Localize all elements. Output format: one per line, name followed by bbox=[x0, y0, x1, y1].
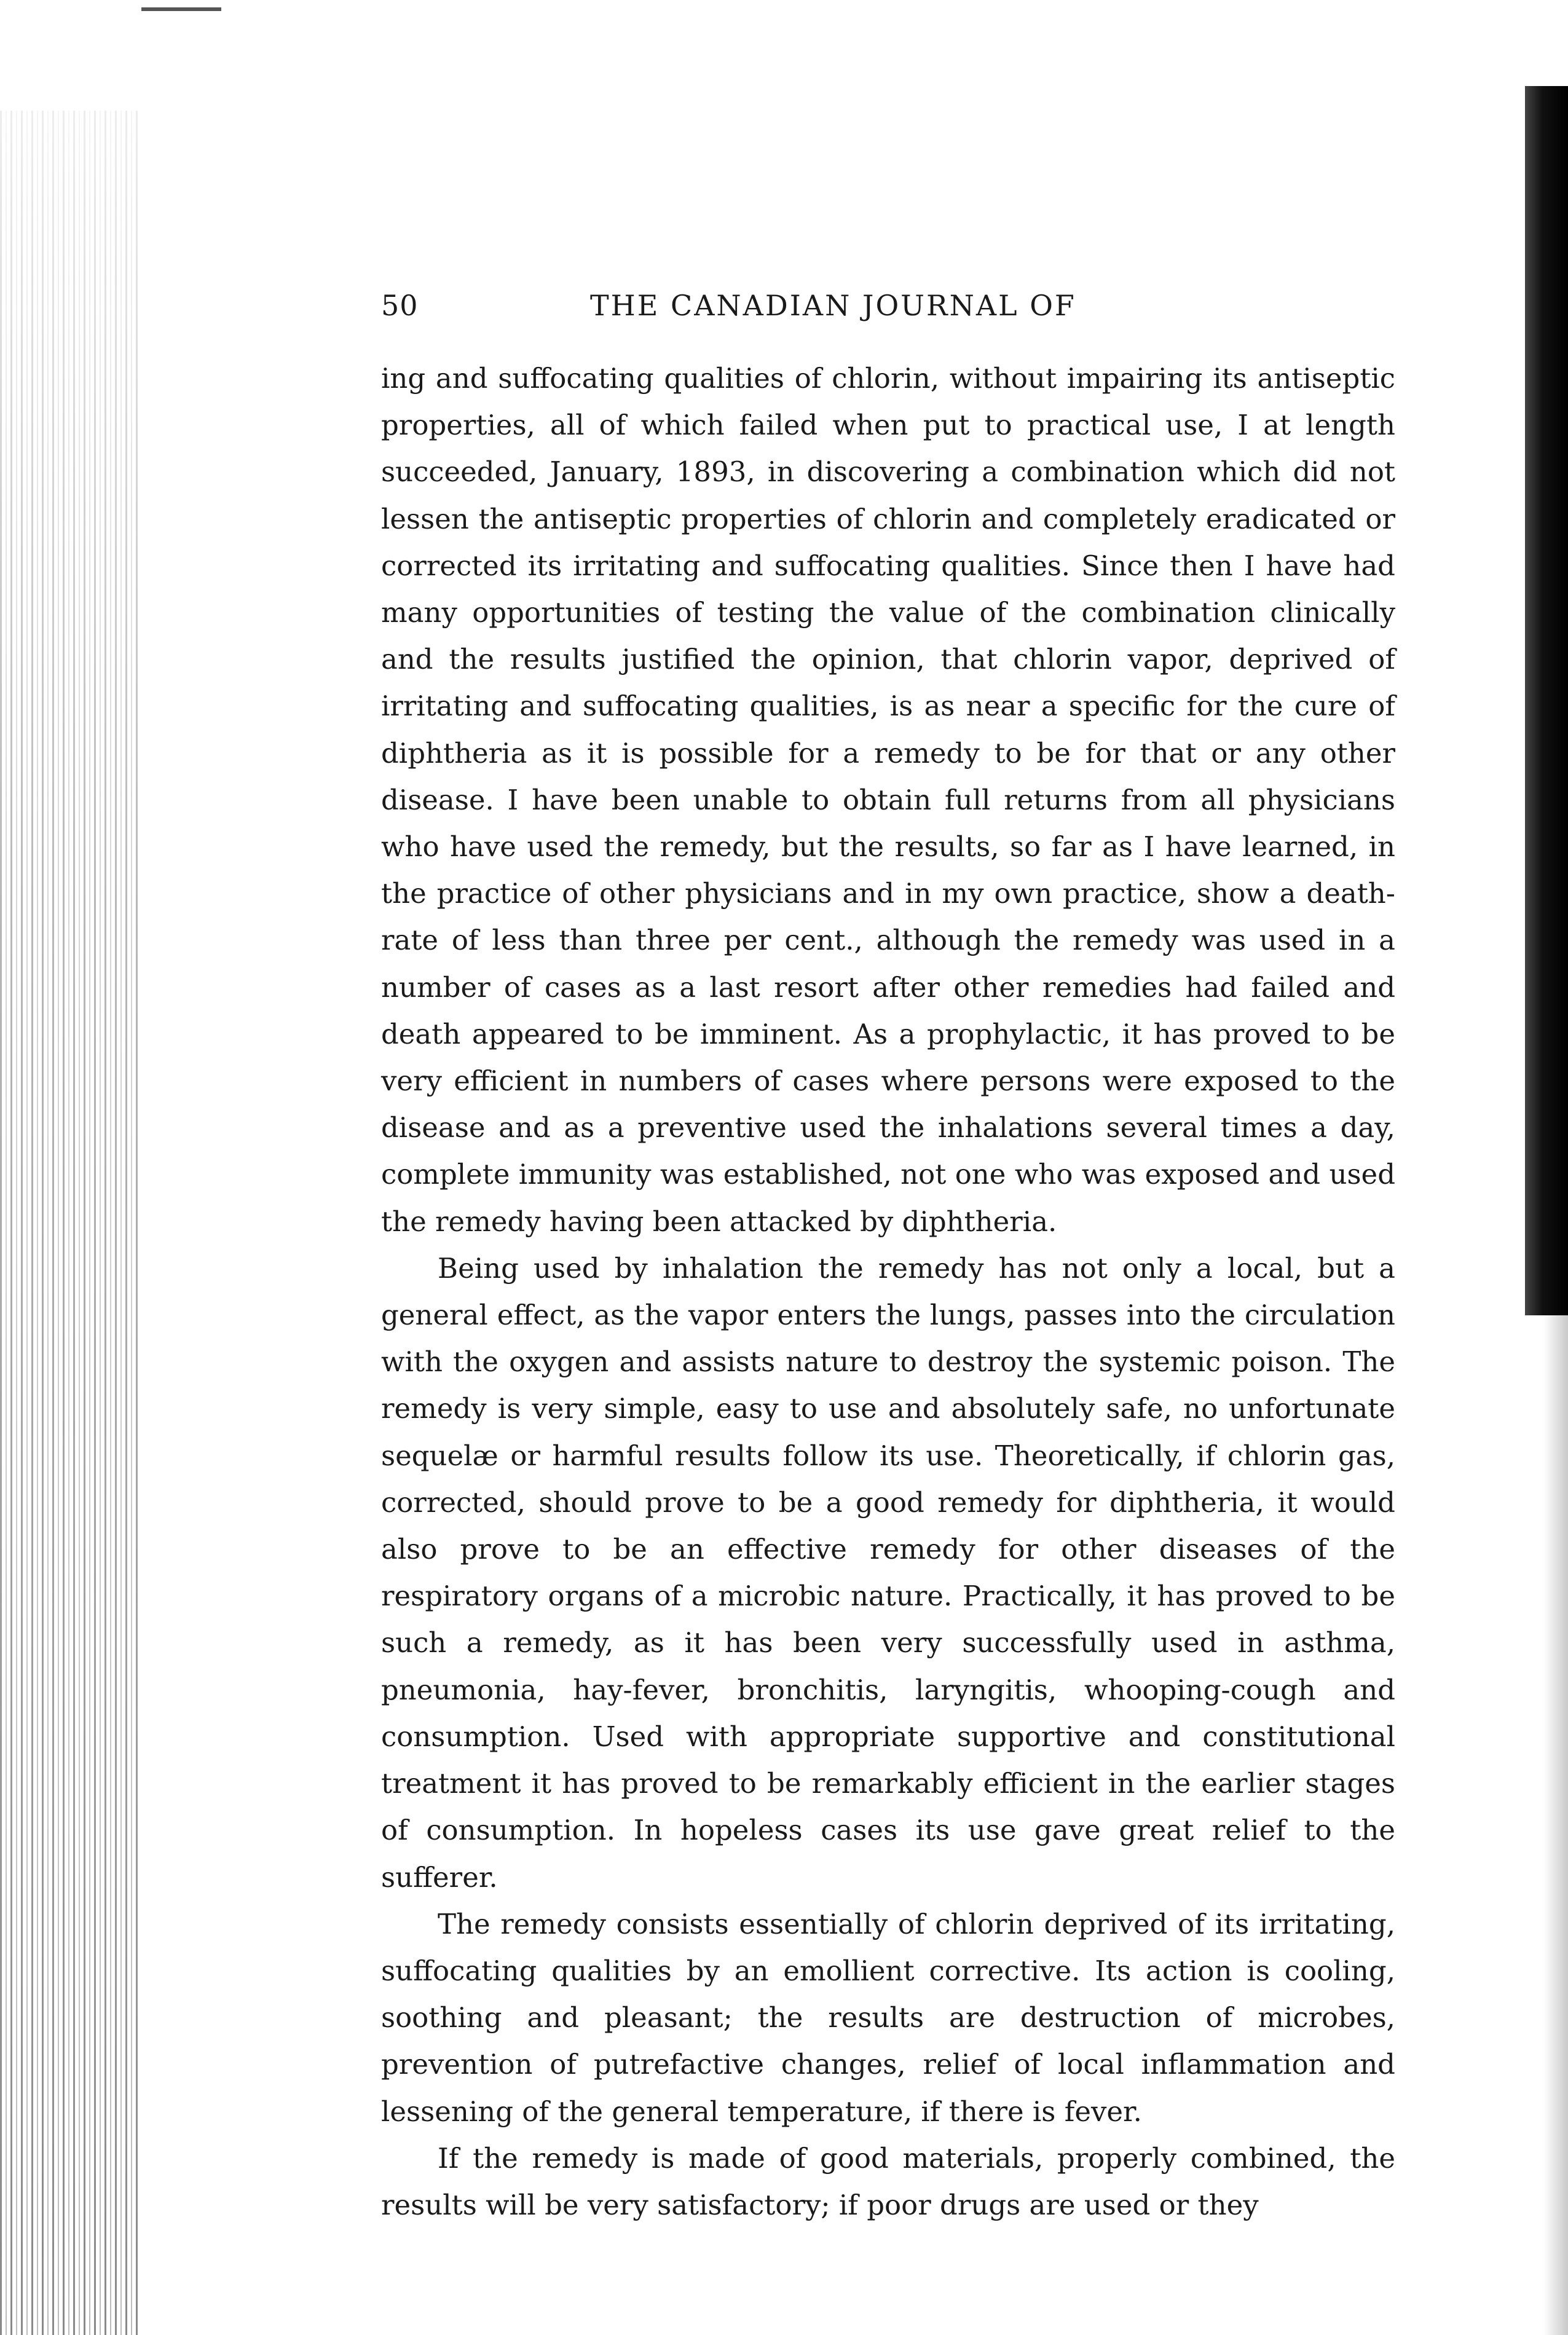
scan-right-edge-fade bbox=[1543, 1315, 1568, 2335]
paragraph-inhalation: Being used by inhalation the remedy has not only a local, but a general effect, as the vapor enters the lungs, passes into the circulation with the oxygen and assists nature to destroy the systemic poison. The remedy is very simple, easy to use and absolutely safe, no unfortunate sequelæ or harmful results follow its use. Theoretically, if chlorin gas, corrected, should prove to be a good remedy for diphtheria, it would also prove to be an effective remedy for other diseases of the respiratory organs of a microbic nature. Practically, it has proved to be such a remedy, as it has been very successfully used in asthma, pneumonia, hay-fever, bronchitis, laryngitis, whooping-cough and consumption. Used with appropriate supportive and constitutional treatment it has proved to be remarkably efficient in the earlier stages of consumption. In hopeless cases its use gave great relief to the sufferer. bbox=[381, 1251, 1395, 1894]
scan-top-mark bbox=[141, 7, 221, 11]
paragraph-materials: If the remedy is made of good materials, properly combined, the results will be very satisfactory; if poor drugs are used or they bbox=[381, 2141, 1395, 2221]
page-number: 50 bbox=[381, 289, 419, 322]
page-body bbox=[381, 289, 1395, 2229]
running-head bbox=[381, 289, 1395, 338]
paragraph-composition: The remedy consists essentially of chlorin deprived of its irritating, suffocating qualities by an emollient corrective. Its action is cooling, soothing and pleasant; the results are destruction of microbes, prevention of putrefactive changes, relief of local inflammation and lessening of the general temperature, if there is fever. bbox=[381, 1907, 1395, 2128]
binding-gutter-shadow bbox=[0, 111, 141, 2335]
scan-right-edge-shadow bbox=[1525, 86, 1568, 1315]
journal-title: THE CANADIAN JOURNAL OF bbox=[590, 289, 1076, 322]
paragraph-continuation: ing and suffocating qualities of chlorin, without impairing its antiseptic properties, all of which failed when put to practical use, I at length succeeded, January, 1893, in discovering a combination which did not lessen the antiseptic properties of chlorin and completely eradicated or corrected its irritating and suffocating qualities. Since then I have had many opportunities of testing the value of the combination clinically and the results justified the opinion, that chlorin vapor, deprived of irritating and suffocating qualities, is as near a specific for the cure of diphtheria as it is possible for a remedy to be for that or any other disease. I have been unable to obtain full returns from all physicians who have used the remedy, but the results, so far as I have learned, in the practice of other physicians and in my own practice, show a death-rate of less than three per cent., although the remedy was used in a number of cases as a last resort after other remedies had failed and death appeared to be imminent. As a prophylactic, it has proved to be very efficient in numbers of cases where persons were exposed to the disease and as a preventive used the inhalations several times a day, complete immunity was established, not one who was exposed and used the remedy having been attacked by diphtheria. bbox=[381, 362, 1395, 1238]
